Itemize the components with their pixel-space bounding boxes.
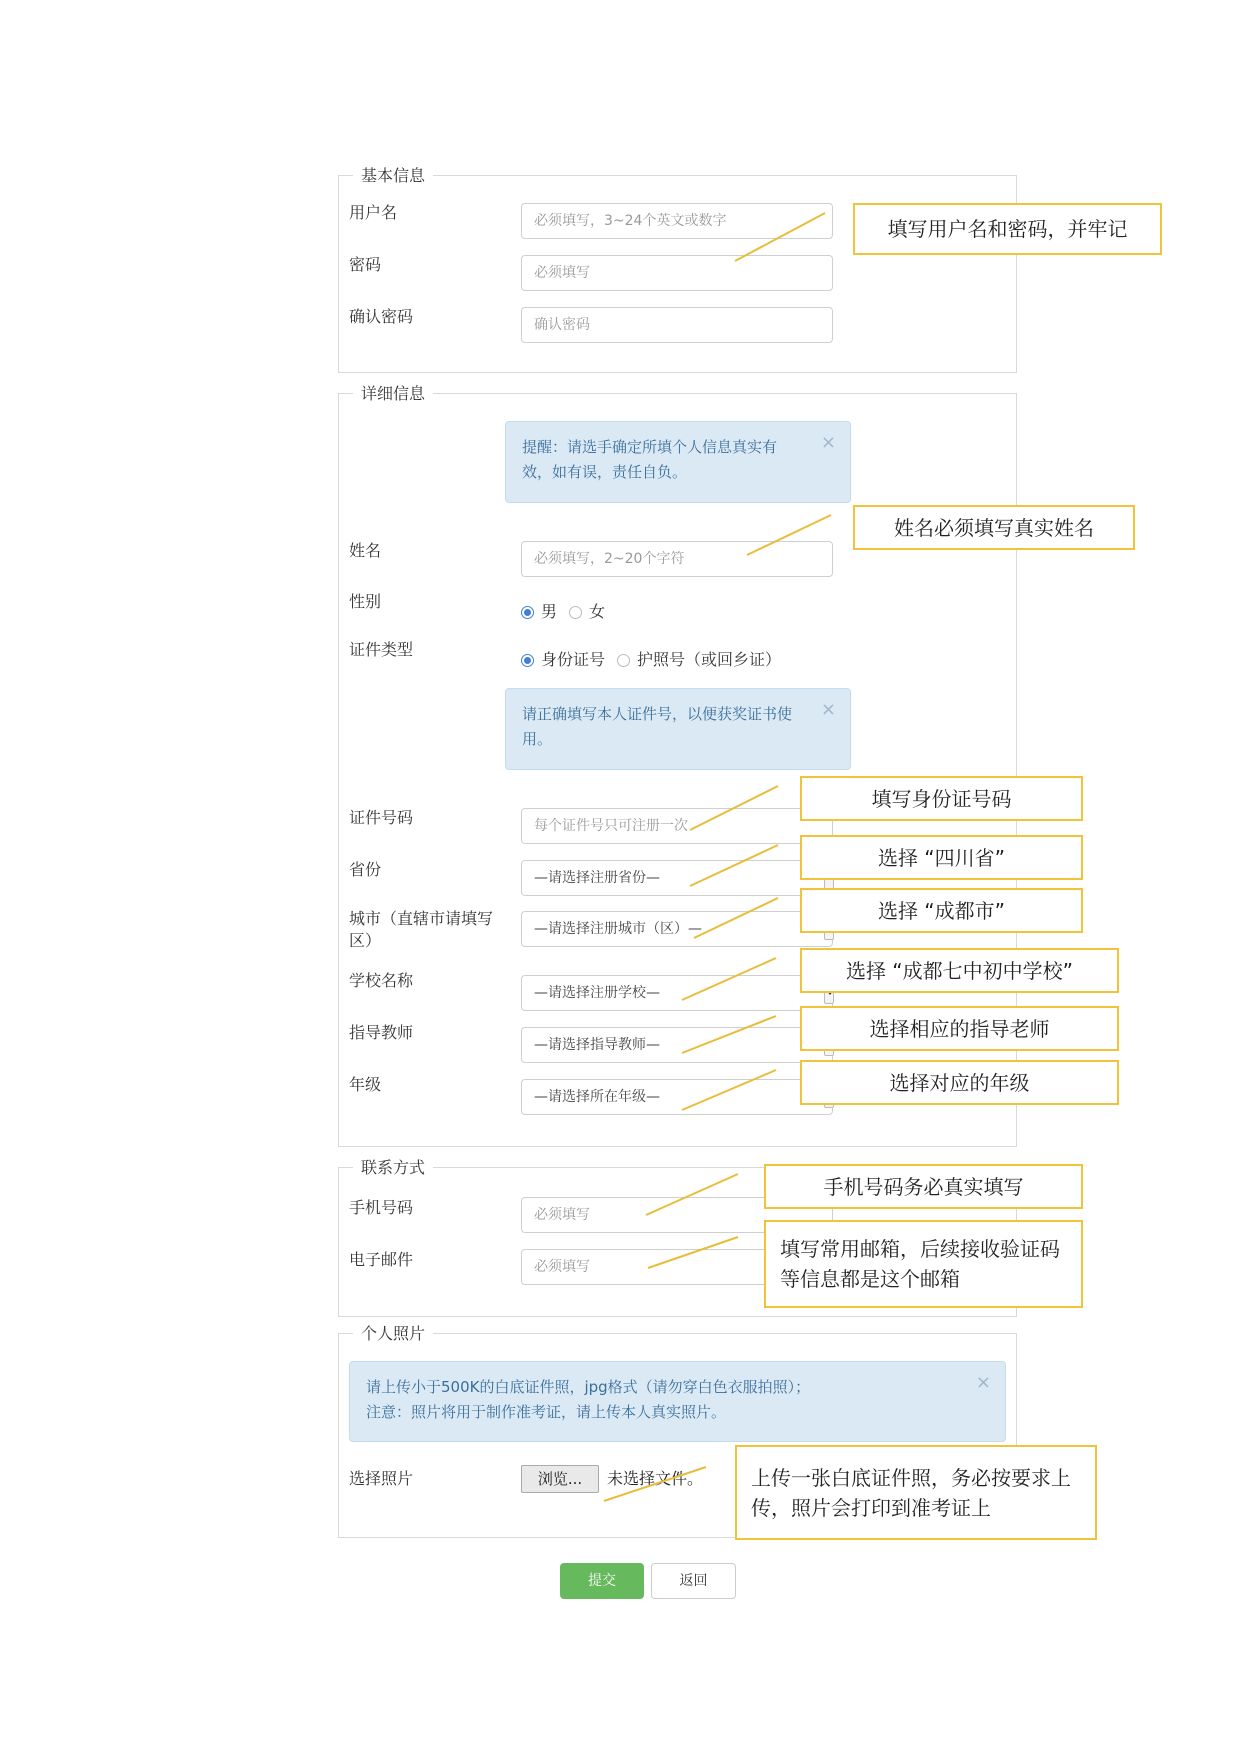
annotation-email: 填写常用邮箱，后续接收验证码等信息都是这个邮箱 xyxy=(764,1220,1083,1308)
teacher-label: 指导教师 xyxy=(349,1023,414,1042)
annotation-city: 选择 “成都市” xyxy=(800,888,1083,933)
photo-alert-line1: 请上传小于500K的白底证件照，jpg格式（请勿穿白色衣服拍照）； xyxy=(366,1378,811,1396)
detail-info-legend: 详细信息 xyxy=(353,384,433,404)
id-type-option-label: 身份证号 xyxy=(541,650,606,669)
username-label: 用户名 xyxy=(349,203,398,222)
province-select-value: —请选择注册省份— xyxy=(534,870,660,886)
school-label: 学校名称 xyxy=(349,971,414,990)
phone-label: 手机号码 xyxy=(349,1198,414,1217)
reminder-text: 提醒：请选手确定所填个人信息真实有效，如有误，责任自负。 xyxy=(522,438,778,481)
annotation-username: 填写用户名和密码，并牢记 xyxy=(853,203,1162,255)
close-icon[interactable]: × xyxy=(820,432,836,453)
city-label-text: 城市（直辖市请填写区） xyxy=(349,909,494,950)
province-label: 省份 xyxy=(349,860,382,879)
leader-line xyxy=(646,1174,738,1215)
leader-line xyxy=(682,958,776,1000)
id-type-label: 证件类型 xyxy=(349,640,414,659)
annotation-teacher: 选择相应的指导老师 xyxy=(800,1006,1119,1051)
choose-photo-label: 选择照片 xyxy=(349,1469,414,1488)
back-button[interactable]: 返回 xyxy=(651,1563,736,1599)
leader-line xyxy=(690,845,778,886)
leader-line xyxy=(694,898,778,938)
email-label: 电子邮件 xyxy=(349,1250,414,1269)
grade-select-value: —请选择所在年级— xyxy=(534,1089,660,1105)
basic-info-legend: 基本信息 xyxy=(353,166,433,186)
leader-line xyxy=(690,786,778,830)
school-select-value: —请选择注册学校— xyxy=(534,985,660,1001)
city-select-value: —请选择注册城市（区）— xyxy=(534,921,702,937)
id-number-label: 证件号码 xyxy=(349,808,414,827)
password-label: 密码 xyxy=(349,255,382,274)
confirm-password-label: 确认密码 xyxy=(349,307,414,326)
teacher-select-value: —请选择指导教师— xyxy=(534,1037,660,1053)
gender-option-label: 男 xyxy=(541,602,558,621)
photo-alert-line2: 注意：照片将用于制作准考证，请上传本人真实照片。 xyxy=(366,1403,727,1421)
browse-button[interactable]: 浏览... xyxy=(521,1465,599,1493)
leader-line xyxy=(735,213,825,261)
gender-option-label: 女 xyxy=(589,602,606,621)
close-icon[interactable]: × xyxy=(975,1372,991,1393)
annotation-name: 姓名必须填写真实姓名 xyxy=(853,505,1135,550)
leader-line xyxy=(747,515,831,555)
annotation-photo: 上传一张白底证件照，务必按要求上传，照片会打印到准考证上 xyxy=(735,1445,1097,1540)
no-file-text: 未选择文件。 xyxy=(607,1469,704,1488)
name-label: 姓名 xyxy=(349,541,382,560)
leader-line xyxy=(682,1070,776,1110)
annotation-province: 选择 “四川省” xyxy=(800,835,1083,880)
annotation-phone: 手机号码务必真实填写 xyxy=(764,1164,1083,1209)
submit-button[interactable]: 提交 xyxy=(560,1563,644,1599)
contact-legend: 联系方式 xyxy=(353,1158,433,1178)
leader-line xyxy=(682,1016,776,1053)
annotation-grade: 选择对应的年级 xyxy=(800,1060,1119,1105)
leader-line xyxy=(604,1467,706,1501)
id-type-option-label: 护照号（或回乡证） xyxy=(637,650,782,669)
grade-label: 年级 xyxy=(349,1075,382,1094)
leader-line xyxy=(648,1237,738,1268)
close-icon[interactable]: × xyxy=(820,699,836,720)
annotation-id-number: 填写身份证号码 xyxy=(800,776,1083,821)
gender-label: 性别 xyxy=(349,592,382,611)
annotation-school: 选择 “成都七中初中学校” xyxy=(800,948,1119,993)
photo-legend: 个人照片 xyxy=(353,1324,433,1344)
id-alert-text: 请正确填写本人证件号，以便获奖证书使用。 xyxy=(522,705,793,748)
